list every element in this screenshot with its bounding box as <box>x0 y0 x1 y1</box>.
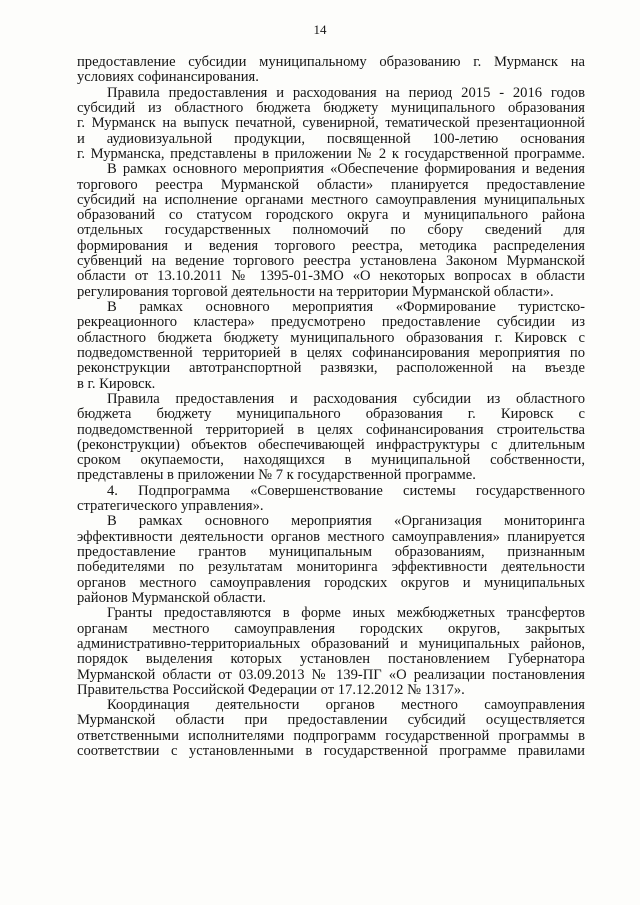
paragraph-first-line: Координация деятельности органов местного самоуправления <box>107 698 585 714</box>
text-line: (реконструкции) объектов обеспечивающей инфраструктуры с длительным <box>77 437 585 453</box>
text-line: Мурманской области при предоставлении субсидий осуществляется <box>77 713 585 729</box>
paragraph-first-line: Правила предоставления и расходования субсидии из областного <box>107 391 585 407</box>
text-line: формирования и ведения торгового реестра, методика распределения <box>77 238 585 254</box>
paragraph-first-line: Правила предоставления и расходования на период 2015 - 2016 годов <box>107 85 585 101</box>
text-line: субсидий на исполнение органами местного самоуправления муниципальных <box>77 192 585 208</box>
text-line: районов Мурманской области. <box>77 590 266 606</box>
text-line: условиях софинансирования. <box>77 70 259 86</box>
text-line: г. Мурманск на выпуск печатной, сувенирной, тематической презентационной <box>77 116 585 132</box>
text-line: органам местного самоуправления городских округов, закрытых <box>77 621 585 637</box>
text-line: отдельных государственных полномочий по сбору сведений для <box>77 223 585 239</box>
paragraph-first-line: В рамках основного мероприятия «Обеспечение формирования и ведения <box>107 162 585 178</box>
text-line: эффективности деятельности органов местного самоуправления» планируется <box>77 529 585 545</box>
text-line: Мурманской области от 03.09.2013 № 139-ПГ «О реализации постановления <box>77 667 585 683</box>
text-line: органов местного самоуправления городских округов и муниципальных <box>77 575 585 591</box>
text-line: областного бюджета бюджету муниципального образования г. Кировск с <box>77 330 585 346</box>
text-line: бюджета бюджету муниципального образования г. Кировск с <box>77 407 585 423</box>
text-line: подведомственной территорией в целях софинансирования строительства <box>77 422 585 438</box>
text-line: подведомственной территорией в целях софинансирования мероприятия по <box>77 345 585 361</box>
text-line: рекреационного кластера» предусмотрено предоставление субсидии из <box>77 315 585 331</box>
text-line: г. Мурманска, представлены в приложении № 2 к государственной программе. <box>77 146 585 162</box>
text-line: ответственными исполнителями подпрограмм государственной программы в <box>77 728 585 744</box>
text-line: предоставление грантов муниципальным образованиям, признанным <box>77 545 585 560</box>
text-line: представлены в приложении № 7 к государственной программе. <box>77 468 476 484</box>
text-line: области от 13.10.2011 № 1395-01-ЗМО «О некоторых вопросах в области <box>77 269 585 285</box>
paragraph-first-line: В рамках основного мероприятия «Организация мониторинга <box>107 514 585 530</box>
text-line: и аудиовизуальной продукции, посвященной 100-летию основания <box>77 131 585 147</box>
text-line: в г. Кировск. <box>77 376 156 392</box>
text-line: реконструкции автотранспортной развязки, расположенной на въезде <box>77 361 585 377</box>
section-heading-line: стратегического управления». <box>77 499 264 515</box>
text-line: субсидий из областного бюджета бюджету муниципального образования <box>77 100 585 116</box>
page-number: 14 <box>313 22 327 37</box>
text-line: регулирования торговой деятельности на территории Мурманской области». <box>77 284 554 300</box>
paragraph-first-line: Гранты предоставляются в форме иных межбюджетных трансфертов <box>107 606 585 622</box>
text-line: победителями по результатам мониторинга эффективности деятельности <box>77 560 585 576</box>
section-heading-line: 4. Подпрограмма «Совершенствование системы государственного <box>107 483 585 499</box>
text-line: соответствии с установленными в государственной программе правилами <box>77 744 585 760</box>
text-line: образований со статусом городского округа и муниципального района <box>77 208 585 224</box>
paragraph-first-line: В рамках основного мероприятия «Формирование туристско- <box>107 300 585 315</box>
text-line: предоставление субсидии муниципальному образованию г. Мурманск на <box>77 55 585 70</box>
text-line: субвенций на ведение торгового реестра установлена Законом Мурманской <box>77 254 585 270</box>
text-line: административно-территориальных образований и муниципальных районов, <box>77 636 585 652</box>
text-line: торгового реестра Мурманской области» планируется предоставление <box>77 177 585 193</box>
text-line: порядок выделения которых установлен постановлением Губернатора <box>77 652 585 668</box>
document-body <box>77 55 585 759</box>
text-line: сроком окупаемости, находящихся в муниципальной собственности, <box>77 453 585 469</box>
text-line: Правительства Российской Федерации от 17.12.2012 № 1317». <box>77 682 465 698</box>
